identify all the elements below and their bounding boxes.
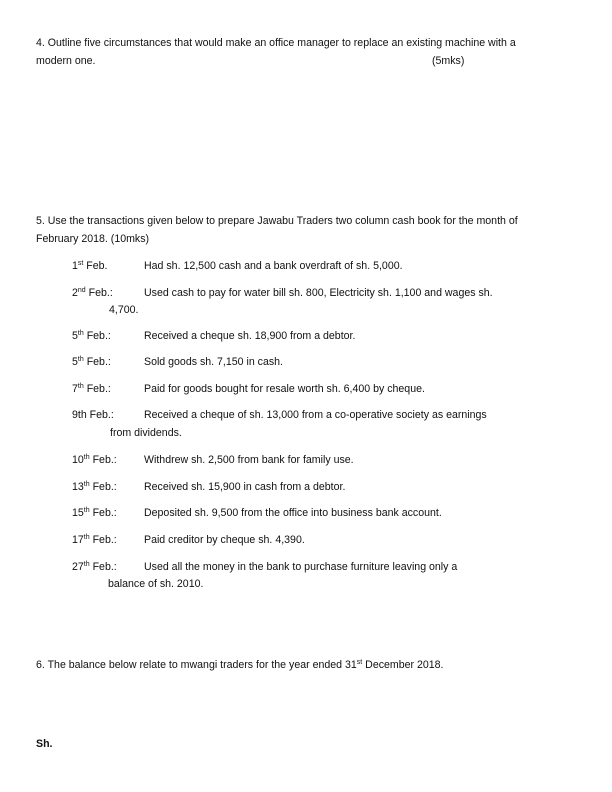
transaction-text: Sold goods sh. 7,150 in cash. (144, 356, 283, 368)
question-5-line-1: 5. Use the transactions given below to prepare Jawabu Traders two column cash book for the month of (36, 215, 518, 227)
transaction-day: 15 (72, 507, 84, 519)
transaction-day-suffix: th (77, 383, 84, 390)
transaction-date (72, 409, 114, 422)
sh-label: Sh. (36, 738, 53, 750)
transaction-day: 13 (72, 481, 84, 493)
transaction-day: 27 (72, 561, 84, 573)
transaction-month: Feb.: (89, 534, 117, 546)
transaction-month: Feb. (83, 260, 108, 272)
transaction-text: Used all the money in the bank to purchase furniture leaving only a (144, 561, 458, 573)
transaction-day: 9th (72, 409, 87, 421)
transaction-date (72, 287, 113, 300)
question-6-text (36, 659, 443, 672)
transaction-day-suffix: th (83, 507, 90, 514)
transaction-month: Feb.: (85, 287, 113, 299)
transaction-month: Feb.: (83, 330, 111, 342)
transaction-text: Used cash to pay for water bill sh. 800, Electricity sh. 1,100 and wages sh. (144, 287, 493, 299)
transaction-date (72, 383, 111, 396)
transaction-day-suffix: th (83, 534, 90, 541)
transaction-date (72, 561, 117, 574)
transaction-month: Feb.: (86, 409, 114, 421)
transaction-month: Feb.: (89, 454, 117, 466)
transaction-date (72, 356, 111, 369)
transaction-day-suffix: th (77, 356, 84, 363)
transaction-day-suffix: nd (77, 287, 86, 294)
question-6-text-start: 6. The balance below relate to mwangi traders for the year ended 31 (36, 659, 357, 671)
transaction-day: 2 (72, 287, 78, 299)
transaction-continuation: balance of sh. 2010. (108, 578, 204, 590)
transaction-text: Received a cheque sh. 18,900 from a debtor. (144, 330, 356, 342)
transaction-day: 7 (72, 383, 78, 395)
transaction-month: Feb.: (89, 561, 117, 573)
transaction-day-suffix: st (77, 260, 84, 267)
transaction-month: Feb.: (89, 507, 117, 519)
transaction-day: 10 (72, 454, 84, 466)
transaction-month: Feb.: (83, 356, 111, 368)
question-6-text-end: December 2018. (362, 659, 444, 671)
transaction-date (72, 260, 108, 273)
transaction-text: Deposited sh. 9,500 from the office into business bank account. (144, 507, 442, 519)
transaction-date (72, 507, 117, 520)
transaction-date (72, 454, 117, 467)
transaction-day: 5 (72, 356, 78, 368)
transaction-text: Paid for goods bought for resale worth sh. 6,400 by cheque. (144, 383, 425, 395)
transaction-text: Had sh. 12,500 cash and a bank overdraft of sh. 5,000. (144, 260, 403, 272)
transaction-continuation: 4,700. (109, 304, 139, 316)
transaction-day: 1 (72, 260, 78, 272)
transaction-day-suffix: th (83, 481, 90, 488)
transaction-text: Paid creditor by cheque sh. 4,390. (144, 534, 305, 546)
transaction-text: Received sh. 15,900 in cash from a debtor. (144, 481, 346, 493)
question-4-line-1: 4. Outline five circumstances that would make an office manager to replace an existing machine with a (36, 37, 516, 49)
transaction-date (72, 330, 111, 343)
transaction-continuation: from dividends. (110, 427, 182, 439)
transaction-text: Withdrew sh. 2,500 from bank for family use. (144, 454, 354, 466)
question-4-marks: (5mks) (432, 55, 465, 67)
transaction-date (72, 534, 117, 547)
transaction-day: 5 (72, 330, 78, 342)
question-6-day-suffix: st (356, 659, 363, 666)
transaction-day-suffix: th (83, 561, 90, 568)
transaction-day-suffix: th (83, 454, 90, 461)
transaction-month: Feb.: (89, 481, 117, 493)
transaction-date (72, 481, 117, 494)
transaction-day: 17 (72, 534, 84, 546)
question-5-line-2: February 2018. (10mks) (36, 233, 150, 245)
transaction-day-suffix: th (77, 330, 84, 337)
transaction-month: Feb.: (83, 383, 111, 395)
question-4-line-2: modern one. (36, 55, 96, 67)
transaction-text: Received a cheque of sh. 13,000 from a co-operative society as earnings (144, 409, 487, 421)
